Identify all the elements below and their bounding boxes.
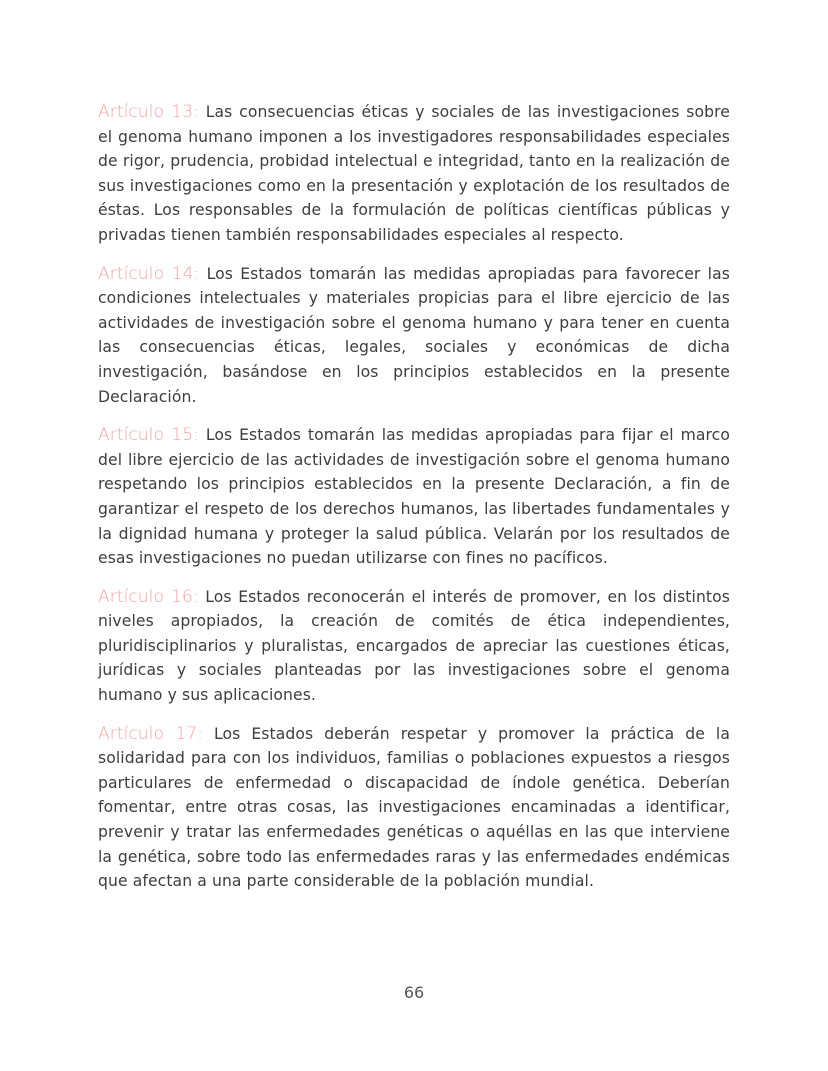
article-text: Las consecuencias éticas y sociales de las investigaciones sobre el genoma humano imponen a los investigadores responsabilidades especiales de rigor, prudencia, probidad intelectual e integridad, tanto en la realización de sus investigaciones como en la presentación y explotación de los resultados de éstas. Los responsables de la formulación de políticas científicas públicas y privadas tienen también responsabilidades especiales al respecto. [98, 103, 730, 244]
article-label: Artículo 15: [98, 425, 199, 446]
article-text: Los Estados reconocerán el interés de promover, en los distintos niveles apropiados, la creación de comités de ética independientes, pluridisciplinarios y pluralistas, encargados de apreciar las cuestiones éticas, jurídicas y sociales planteadas por las investigaciones sobre el genoma humano y sus aplicaciones. [98, 587, 731, 705]
article-label: Artículo 16: [98, 586, 199, 607]
article-label: Artículo 14: [98, 263, 200, 284]
article-text: Los Estados deberán respetar y promover la práctica de la solidaridad para con los individuos, familias o poblaciones expuestos a riesgos particulares de enfermedad o discapacidad de índole genética. Deberían fomentar, entre otras cosas, las investigaciones encaminadas a identificar, prevenir y tratar las enfermedades genéticas o aquéllas en las que interviene la genética, sobre todo las enfermedades raras y las enfermedades endémicas que afectan a una parte considerable de la población mundial. [98, 724, 730, 891]
article-14 [98, 262, 730, 410]
article-17 [98, 722, 730, 894]
article-label: Artículo 17: [98, 723, 204, 744]
article-13 [98, 100, 730, 248]
article-label: Artículo 13: [98, 102, 199, 122]
page-number: 66 [403, 983, 425, 1002]
document-body [98, 100, 730, 908]
article-15 [98, 423, 730, 571]
article-text: Los Estados tomarán las medidas apropiadas para fijar el marco del libre ejercicio de las actividades de investigación sobre el genoma humano respetando los principios establecidos en la presente Declaración, a fin de garantizar el respeto de los derechos humanos, las libertades fundamentales y la dignidad humana y proteger la salud pública. Velarán por los resultados de esas investigaciones no puedan utilizarse con fines no pacíficos. [98, 426, 730, 568]
article-text: Los Estados tomarán las medidas apropiadas para favorecer las condiciones intelectuales y materiales propicias para el libre ejercicio de las actividades de investigación sobre el genoma humano y para tener en cuenta las consecuencias éticas, legales, sociales y económicas de dicha investigación, basándose en los principios establecidos en la presente Declaración. [98, 264, 730, 406]
article-16 [98, 585, 730, 708]
